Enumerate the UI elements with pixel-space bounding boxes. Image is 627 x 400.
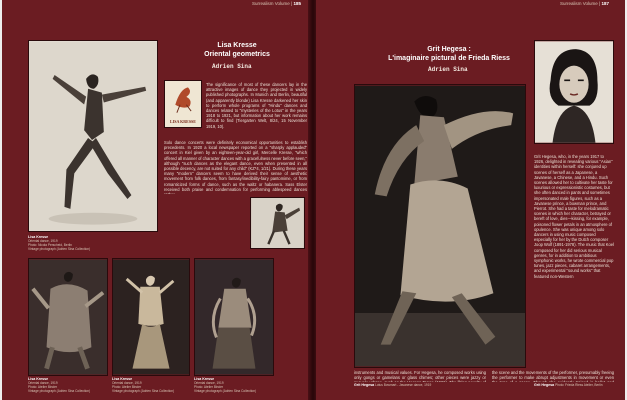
side-text-right: Grit Hegesa, who, in the years 1917 to 1926, delighted in revealing various "Asian" identities within herself: she conjured up scenes of herself as a Japanese, a Javanese, a Chinese, and a Hindu. Such scenes allowed her to cultivate her taste for luxurious or expressionistic costumes, but she often danced in pants and sometimes impersonated male figures, such as a Javanese prince, a bowman prince, and Pierrot. She had a taste for melodramatic scenes in which her character, betrayed or bereft of love, dies—kissing, for example, poisoned flower petals in an atmosphere of opulence. She was unique among solo dancers in using music composed especially for her by the Dutch composer Joop Wolf (1891-1978). The music that Koel composed for her did serious musical genres, for in addition to ambitious symphonic works, he wrote commercial pop tunes, jazz pieces, cabaret arrangements, and experimental "sound works" that featured non-Western — [534, 154, 614, 279]
left-page — [2, 0, 310, 400]
running-head-left: Surrealism Volume | 185 — [252, 1, 301, 6]
col2-text-right: the scene and the movements of the performer, presumably freeing the performer to make abrupt adjustments in movement or even — [492, 370, 614, 381]
title-left: Lisa Kresse Oriental geometrics — [204, 42, 270, 58]
photo-grit-hegesa-portrait — [534, 40, 614, 144]
photo-grit-hegesa-main — [354, 84, 526, 368]
photo-lisa-kresse-bottom-2 — [112, 258, 190, 376]
photo-lisa-kresse-bottom-1 — [28, 258, 108, 376]
title-right: Grit Hegesa : L'imaginaire pictural de Frieda Riess — [388, 46, 510, 62]
logo-text: LISA KRESSE — [170, 119, 196, 124]
caption-main-left: Lisa Kresse Oriental dance, 1919 Photo: Nicola Perscheid, Berlin Vintage photograph (Adrien Sina Collection) — [28, 235, 91, 251]
logo-lisa-kresse — [164, 80, 202, 128]
caption-main-right: Grit Hegesa Lotus Bowmart - Javanese dance, 1919 — [354, 383, 432, 387]
right-page — [316, 0, 625, 400]
body-text-left-full: Solo dance concerts were definitely economical opportunities to establish precedents. In 1920 a local newspaper reported on a "sharply applauded" concert in Kiel given by an eighteen-year-old girl, Mercelle Kresse, "which offered all manner of character dances with a gracefulness never before seen," although "such dances as the elegant dance, even when presented in all possible decency, are not suited for any child" (KZ*4, 1/21). During these years many "modern" dancers seem to have derived their sense of aesthetic movement from folk dances, from fantasy/inedibility-fairy pantomime, or from romanticized forms of dance, such as the waltz or habanera. Sass Elster received both praise and condemnation for performing ablespeed dances — [164, 140, 307, 192]
running-head-right: Surrealism Volume | 187 — [560, 1, 609, 6]
caption-bottom-2: Lisa Kresse Oriental dance, 1919 Photo: Atelier Binder Vintage photograph (Adrien Sina Collection) — [112, 377, 175, 393]
author-right: Adrien Sina — [428, 66, 468, 73]
intro-text-left: The significance of most of these dancers lay in the attractive images of dance they projected in widely published photographs. In Munich and Berlin, beautiful (and apparently blonde) Lisa Kresse darkened her skin to perform whole programs of "Hindu" dances and dances related to "mysteries of the Lotus" in the years 1918 to 1921, but information about her work remains difficult to find (Tiergarten Welt, 8/24, 15 November 1919, 10). — [206, 82, 307, 129]
caption-bottom-3: Lisa Kresse Oriental dance, 1919 Photo: Atelier Binder Vintage photograph (Adrien Sina Collection) — [194, 377, 257, 393]
photo-lisa-kresse-bottom-3 — [194, 258, 274, 376]
caption-bottom-1: Lisa Kresse Oriental dance, 1919 Photo: Atelier Binder Vintage photograph (Adrien Sina Collection) — [28, 377, 91, 393]
photo-lisa-kresse-small-right — [250, 197, 305, 249]
caption-small-right: Grit Hegesa Photo: Frieda Riess Atelier, Berlin — [534, 383, 603, 387]
author-left: Adrien Sina — [212, 63, 252, 70]
col1-text-right: instruments and musical values. For Hegesa, he composed works using only gongs or gamelans or glass chimes; other pieces were jazzy or — [354, 370, 486, 381]
photo-lisa-kresse-main — [28, 40, 158, 232]
